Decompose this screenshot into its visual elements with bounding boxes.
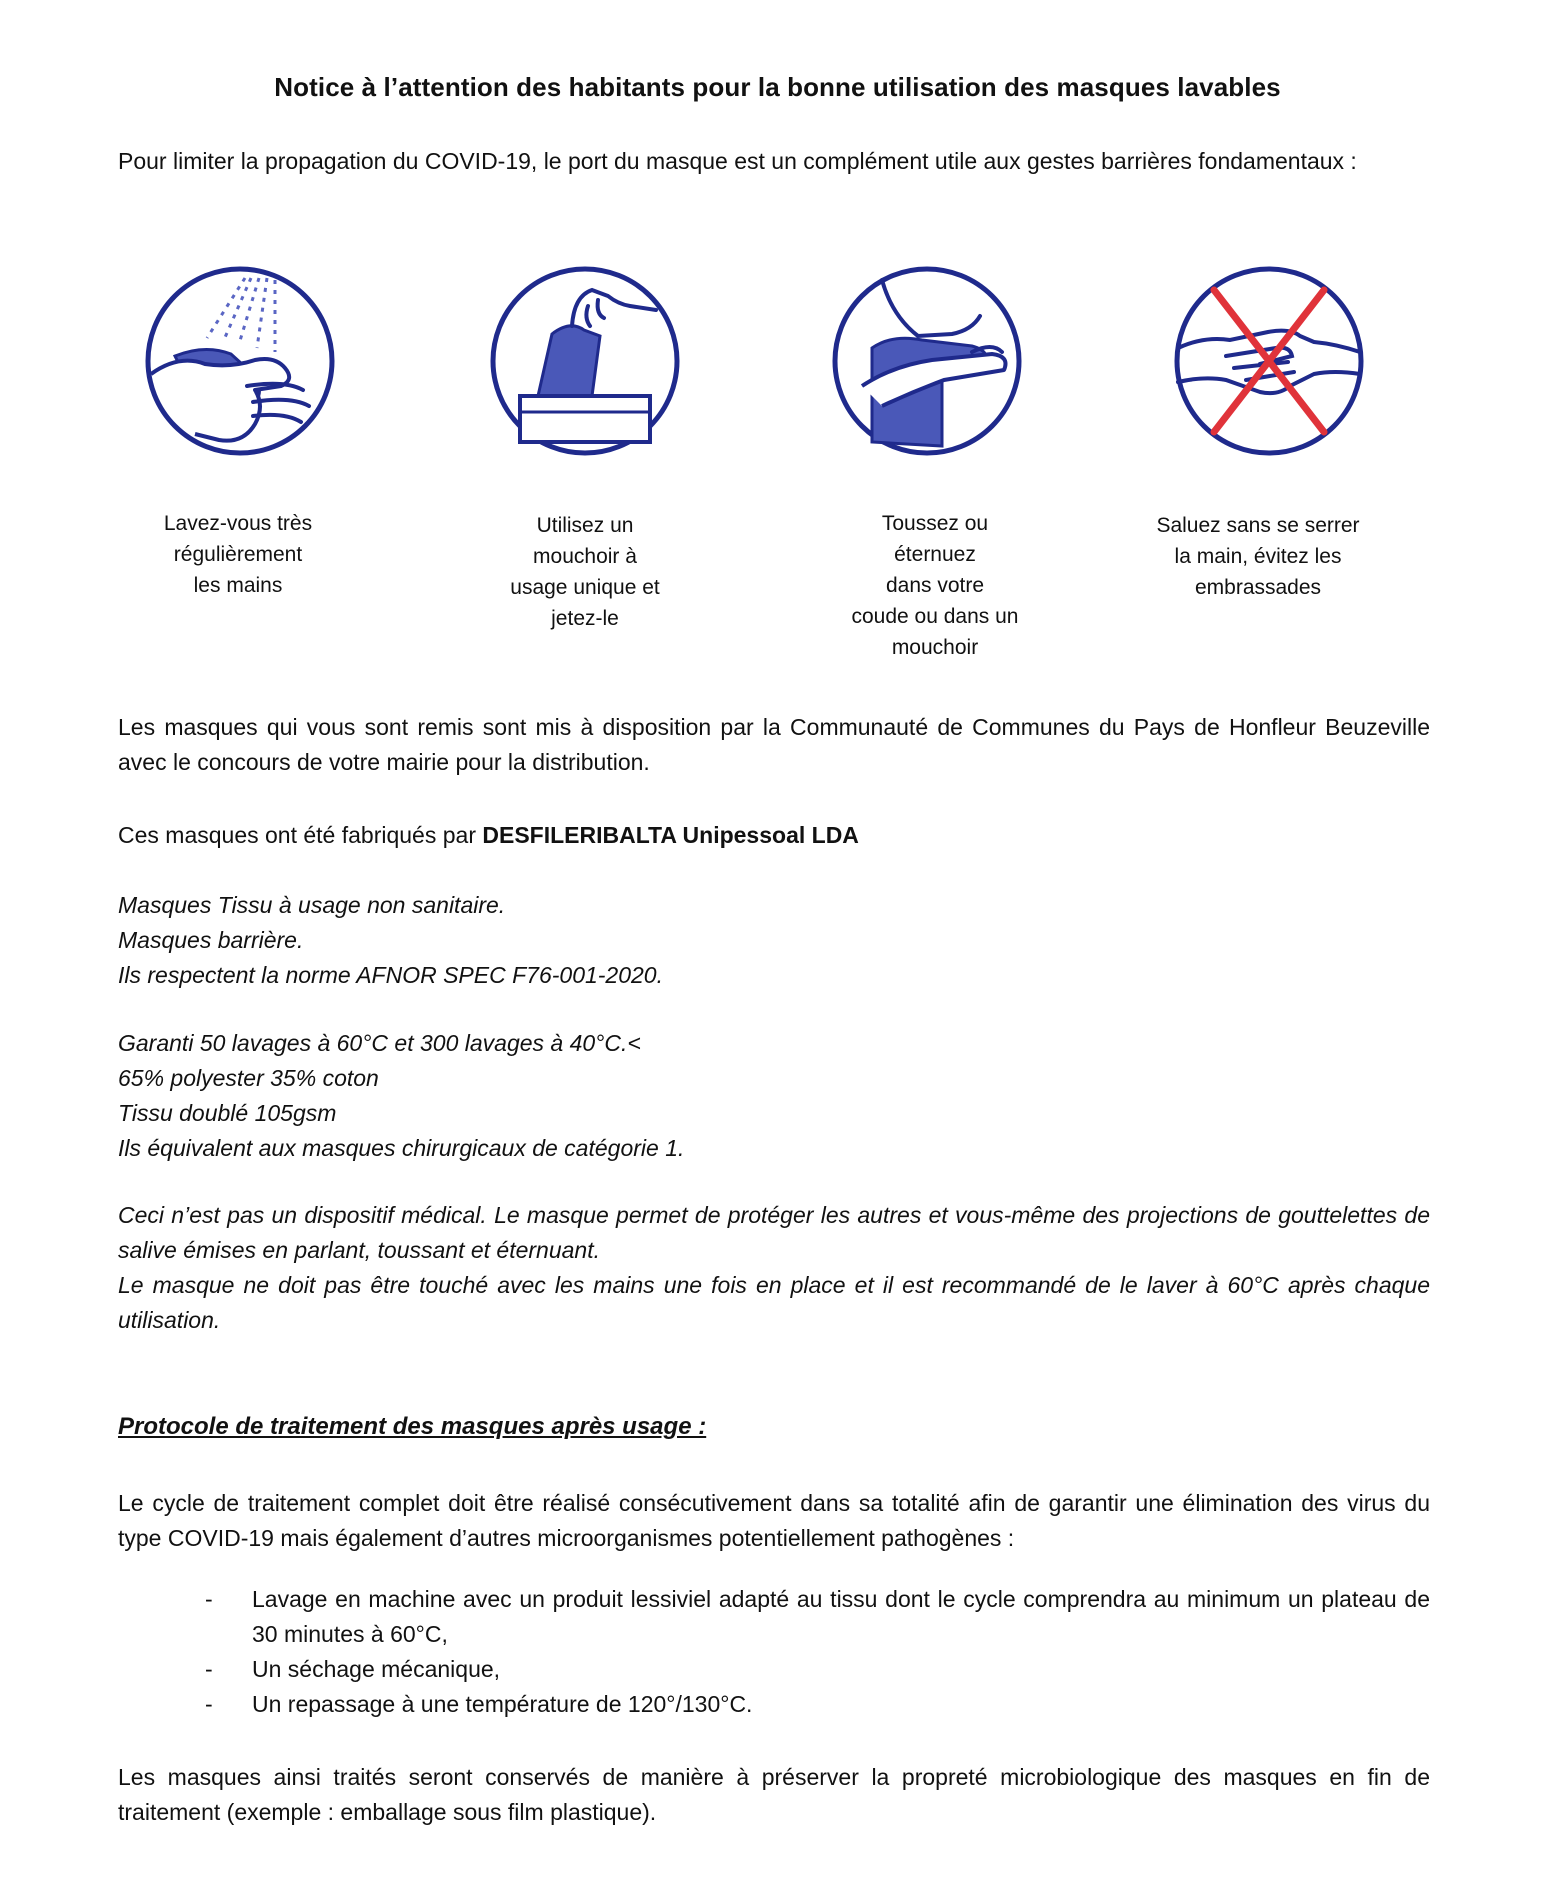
cough-elbow-icon	[822, 256, 1032, 466]
spec-line: Masques Tissu à usage non sanitaire.	[118, 892, 506, 918]
caption-cough: Toussez ou éternuez dans votre coude ou dans un mouchoir	[851, 512, 1019, 659]
spec-line: Garanti 50 lavages à 60°C et 300 lavages à 40°C.<	[118, 1030, 641, 1056]
list-item: - Un séchage mécanique,	[205, 1652, 1430, 1687]
list-dash: -	[205, 1586, 213, 1612]
list-dash: -	[205, 1691, 213, 1717]
community-paragraph: Les masques qui vous sont remis sont mis à disposition par la Communauté de Communes du Pays de Honfleur Beuzeville avec le concours de votre mairie pour la distribution.	[118, 714, 1430, 775]
protocol-heading: Protocole de traitement des masques après usage :	[118, 1413, 707, 1440]
manufacturer-name: DESFILERIBALTA Unipessoal LDA	[482, 822, 859, 848]
warning-line: Le masque ne doit pas être touché avec les mains une fois en place et il est recommandé de le laver à 60°C après chaque utilisation.	[118, 1272, 1430, 1333]
protocol-intro: Le cycle de traitement complet doit être réalisé consécutivement dans sa totalité afin de garantir une élimination des virus du type COVID-19 mais également d’autres microorganismes potentiellement pathogènes :	[118, 1490, 1430, 1551]
spec-line: 65% polyester 35% coton	[118, 1065, 379, 1091]
warning-paragraph	[118, 1198, 1430, 1338]
caption-greeting: Saluez sans se serrer la main, évitez les embrassades	[1156, 514, 1360, 599]
intro-paragraph: Pour limiter la propagation du COVID-19, le port du masque est un complément utile aux gestes barrières fondamentaux :	[118, 148, 1357, 174]
list-item: - Lavage en machine avec un produit lessiviel adapté au tissu dont le cycle comprendra au minimum un plateau de 30 minutes à 60°C,	[205, 1582, 1430, 1652]
page-title: Notice à l’attention des habitants pour la bonne utilisation des masques lavables	[274, 72, 1281, 102]
list-dash: -	[205, 1656, 213, 1682]
warning-line: Ceci n’est pas un dispositif médical. Le masque permet de protéger les autres et vous-même des projections de gouttelettes de salive émises en parlant, toussant et éternuant.	[118, 1202, 1430, 1263]
list-item: - Un repassage à une température de 120°/130°C.	[205, 1687, 1430, 1722]
specs-block-2	[118, 1026, 1430, 1166]
spec-line: Masques barrière.	[118, 927, 304, 953]
spec-line: Ils équivalent aux masques chirurgicaux de catégorie 1.	[118, 1135, 685, 1161]
conclusion-paragraph: Les masques ainsi traités seront conservés de manière à préserver la propreté microbiologique des masques en fin de traitement (exemple : emballage sous film plastique).	[118, 1764, 1430, 1825]
barrier-gestures-row	[0, 256, 1555, 466]
no-handshake-icon	[1164, 256, 1374, 466]
manufacturer-paragraph	[118, 818, 1430, 853]
specs-block-1	[118, 888, 1430, 993]
hand-washing-icon	[135, 256, 345, 466]
protocol-steps-list	[205, 1582, 1430, 1722]
spec-line: Tissu doublé 105gsm	[118, 1100, 337, 1126]
spec-line: Ils respectent la norme AFNOR SPEC F76-001-2020.	[118, 962, 663, 988]
caption-wash-hands: Lavez-vous très régulièrement les mains	[163, 512, 313, 597]
caption-tissue: Utilisez un mouchoir à usage unique et jetez-le	[510, 514, 660, 630]
tissue-box-icon	[480, 256, 690, 466]
manufacturer-prefix: Ces masques ont été fabriqués par	[118, 822, 483, 848]
